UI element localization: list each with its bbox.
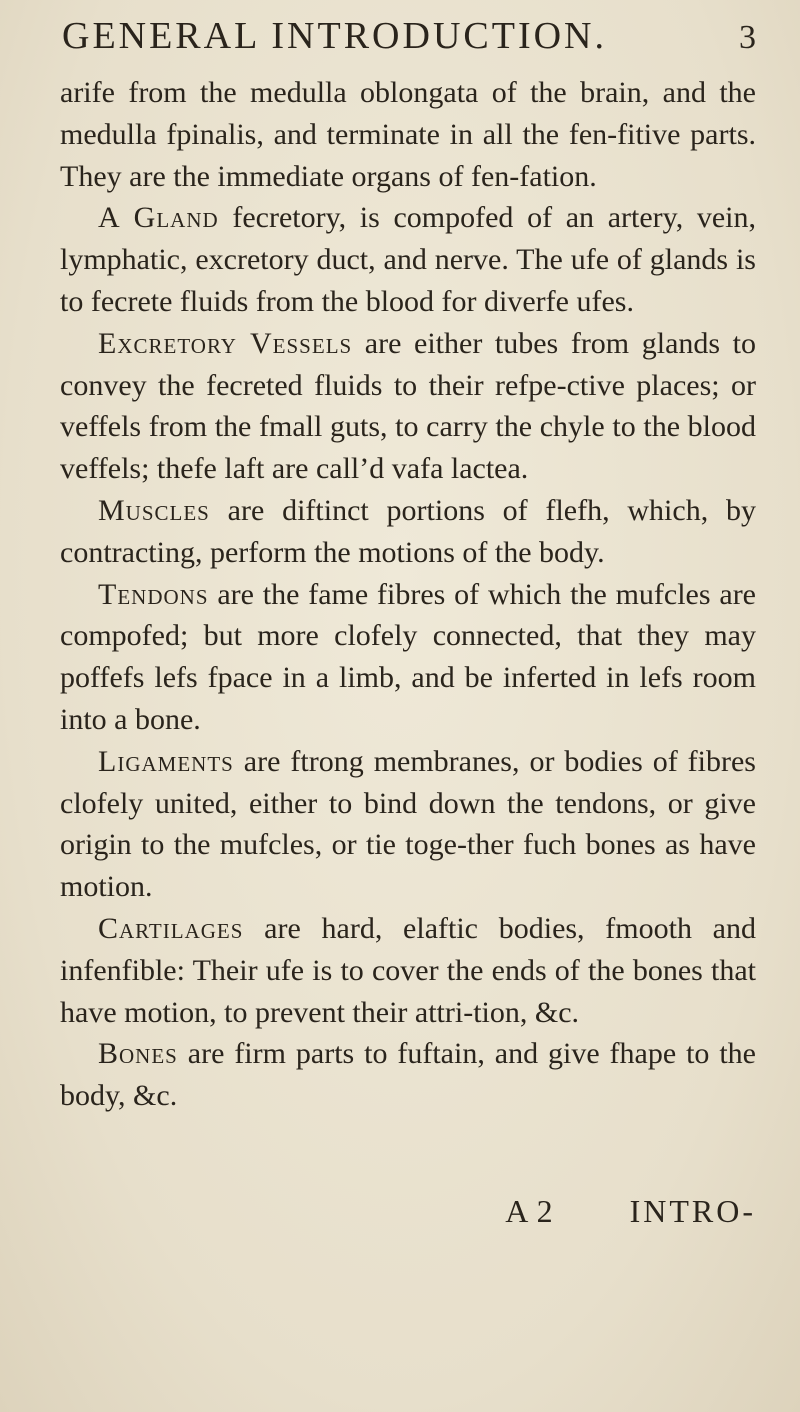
paragraph-text: are the fame fibres of which the mufcles are compofed; but more clofely connected, that they may poffefs lefs fpace in a limb, and be inferted in lefs room into a bone. — [60, 577, 756, 736]
paragraph-text: are hard, elaftic bodies, fmooth and infenfible: Their ufe is to cover the ends of the bones that have motion, to prevent their attri-tion, &c. — [60, 911, 756, 1029]
term-ligaments: Ligaments — [98, 744, 234, 778]
paragraph-excretory-vessels — [60, 323, 756, 490]
paragraph-text: arife from the medulla oblongata of the brain, and the medulla fpinalis, and terminate in all the fen-fitive parts. They are the immediate organs of fen-fation. — [60, 76, 756, 193]
paragraph-text: fecretory, is compofed of an artery, vein, lymphatic, excretory duct, and nerve. The ufe of glands is to fecrete fluids from the blood for diverfe ufes. — [60, 201, 757, 318]
paragraph-text: are either tubes from glands to convey the fecreted fluids to their refpe-ctive places; or veffels from the fmall guts, to carry the chyle to the blood veffels; thefe laft are call’d vafa lactea. — [60, 326, 756, 486]
running-head-title: GENERAL INTRODUCTION. — [62, 15, 607, 57]
paragraph-tendons — [60, 574, 756, 741]
term-muscles: Muscles — [98, 493, 210, 527]
paragraph-ligaments — [60, 741, 756, 908]
page-footer — [60, 1193, 756, 1230]
paragraph-bones — [60, 1033, 756, 1117]
term-gland: A Gland — [98, 201, 219, 235]
paragraph-continuation — [60, 72, 756, 197]
paragraph-text: are firm parts to fuftain, and give fhape to the body, &c. — [60, 1037, 756, 1113]
paragraph-text: are diftinct portions of flefh, which, by contracting, perform the motions of the body. — [60, 493, 756, 569]
paragraph-muscles — [60, 490, 756, 574]
paragraph-text: are ftrong membranes, or bodies of fibres clofely united, either to bind down the tendons, or give origin to the mufcles, or tie toge-ther fuch bones as have motion. — [60, 744, 756, 904]
running-head — [60, 10, 756, 64]
term-cartilages: Cartilages — [98, 911, 244, 945]
paragraph-gland — [60, 197, 756, 322]
term-tendons: Tendons — [98, 577, 209, 611]
catchword: INTRO- — [629, 1192, 756, 1229]
signature-mark: A 2 — [505, 1192, 554, 1229]
page-number: 3 — [739, 19, 756, 56]
paragraph-cartilages — [60, 908, 756, 1033]
term-bones: Bones — [98, 1037, 178, 1071]
body-text — [60, 72, 756, 1117]
term-excretory-vessels: Excretory Vessels — [98, 326, 353, 360]
